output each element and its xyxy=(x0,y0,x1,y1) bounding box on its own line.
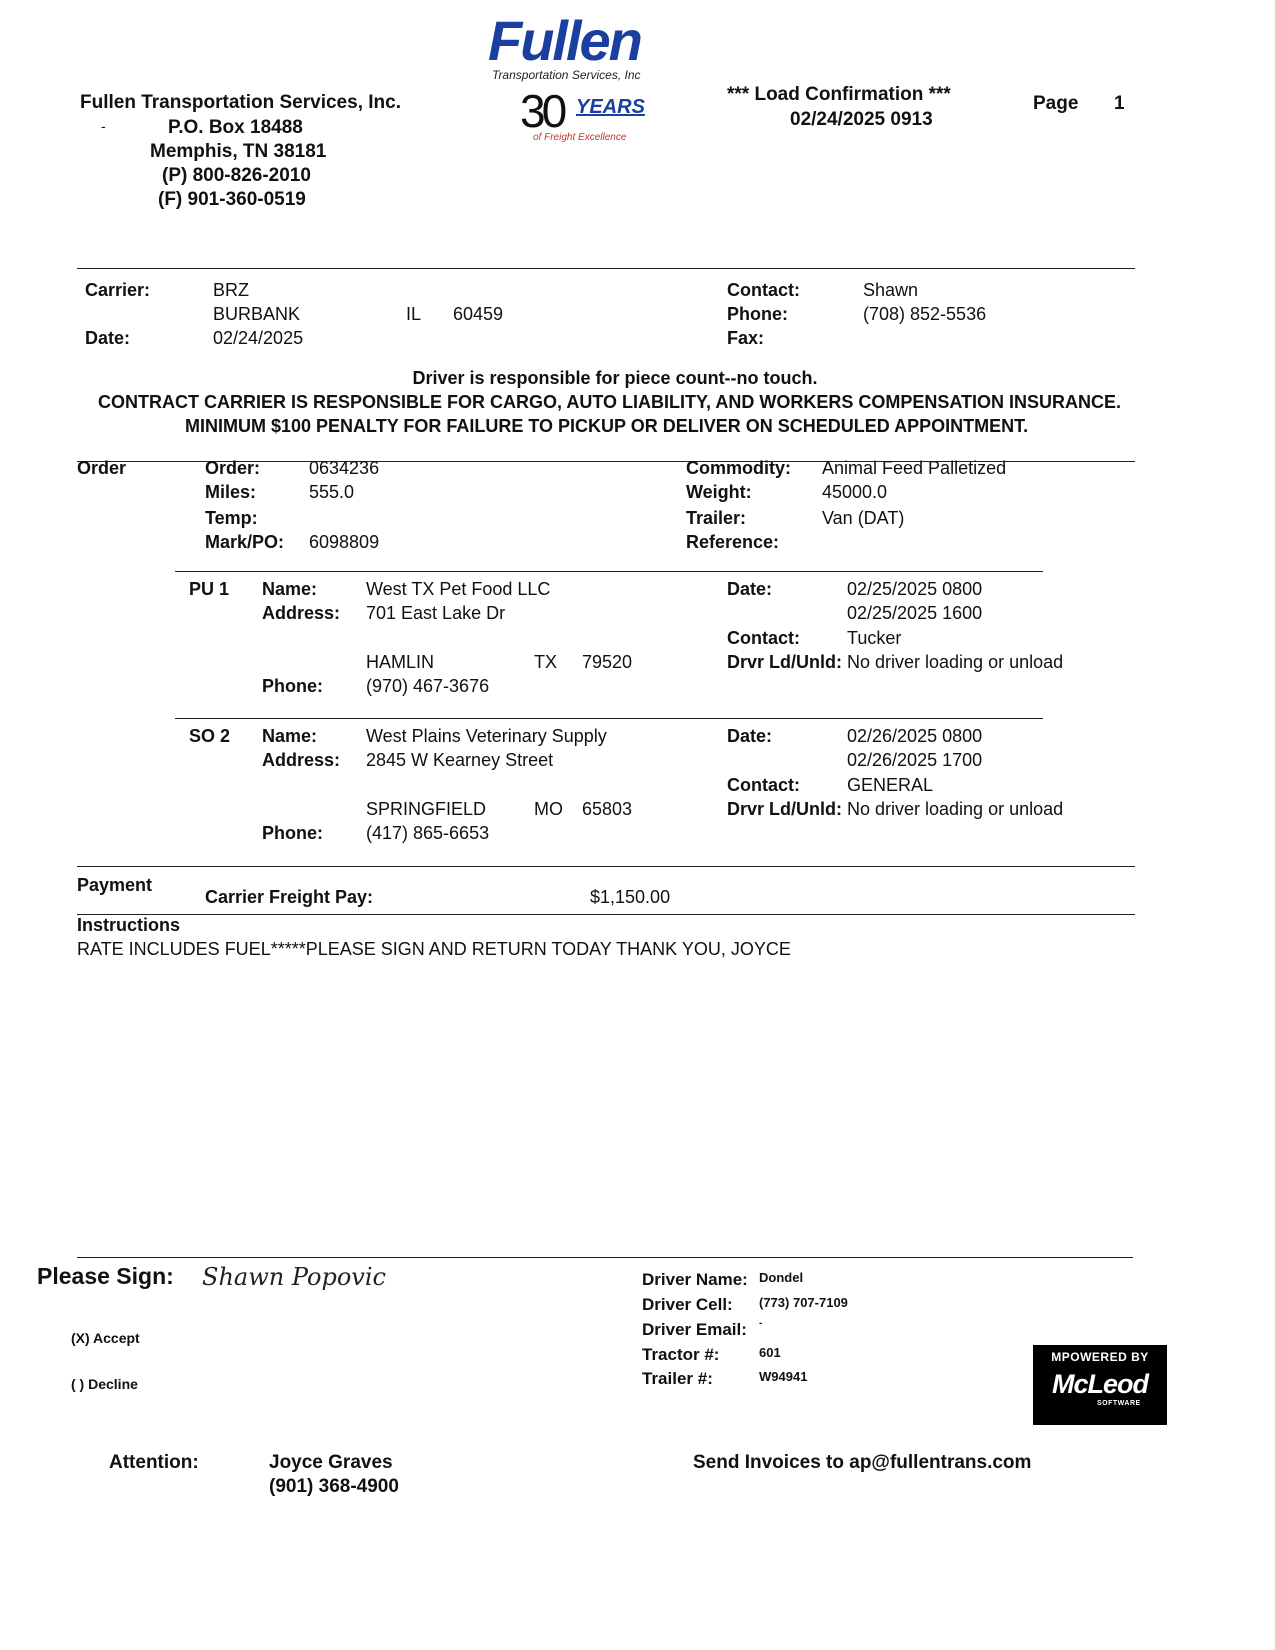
stop-city: SPRINGFIELD xyxy=(366,799,487,819)
stop-date-label: Date: xyxy=(727,579,773,599)
reference-label: Reference: xyxy=(686,532,780,552)
commodity-label: Commodity: xyxy=(686,458,791,478)
stop-code: PU 1 xyxy=(189,579,230,599)
carrier-pay-label: Carrier Freight Pay: xyxy=(205,887,374,907)
order-commodity: Animal Feed Palletized xyxy=(822,458,1007,478)
driver-cell: (773) 707-7109 xyxy=(759,1295,848,1310)
decline-option[interactable]: ( ) Decline xyxy=(71,1376,138,1392)
carrier-date: 02/24/2025 xyxy=(213,328,304,348)
stop-drvr-label: Drvr Ld/Unld: xyxy=(727,652,842,672)
logo-anniversary-number: 30 xyxy=(520,85,564,137)
stop-drvr: No driver loading or unload xyxy=(847,799,1064,819)
stop-city: HAMLIN xyxy=(366,652,435,672)
order-trailer: Van (DAT) xyxy=(822,508,905,528)
stop-contact-label: Contact: xyxy=(727,775,800,795)
stop-phone: (970) 467-3676 xyxy=(366,676,490,696)
fax-label: Fax: xyxy=(727,328,765,348)
stop-phone: (417) 865-6653 xyxy=(366,823,490,843)
phone-label: Phone: xyxy=(727,304,788,324)
stop-date-to: 02/25/2025 1600 xyxy=(847,603,983,623)
notice-piece-count: Driver is responsible for piece count--no touch. xyxy=(412,368,818,388)
mcleod-badge xyxy=(1033,1345,1167,1425)
please-sign-label: Please Sign: xyxy=(37,1263,174,1289)
logo-brand: Fullen xyxy=(488,9,641,72)
order-mark-po: 6098809 xyxy=(309,532,380,552)
doc-datetime: 02/24/2025 0913 xyxy=(790,109,933,130)
driver-name: Dondel xyxy=(759,1270,804,1285)
trailer-label: Trailer: xyxy=(686,508,747,528)
stop-address: 2845 W Kearney Street xyxy=(366,750,554,770)
stop-phone-label: Phone: xyxy=(262,823,323,843)
badge-powered-by: MPOWERED BY xyxy=(1051,1350,1149,1364)
mark-po-label: Mark/PO: xyxy=(205,532,285,552)
order-number: 0634236 xyxy=(309,458,380,478)
divider-signature xyxy=(77,1257,1133,1258)
trailer-number-label: Trailer #: xyxy=(642,1369,713,1388)
stop-contact: Tucker xyxy=(847,628,902,648)
stop-zip: 65803 xyxy=(582,799,633,819)
company-fax: (F) 901-360-0519 xyxy=(158,189,306,210)
divider-instructions xyxy=(77,914,1135,915)
logo-anniversary-word: YEARS xyxy=(576,96,645,118)
driver-name-label: Driver Name: xyxy=(642,1270,748,1289)
stop-date-from: 02/25/2025 0800 xyxy=(847,579,983,599)
doc-title: *** Load Confirmation *** xyxy=(727,84,951,105)
company-dash: - xyxy=(101,118,106,134)
stop-address: 701 East Lake Dr xyxy=(366,603,506,623)
carrier-state: IL xyxy=(406,304,422,324)
stop-state: TX xyxy=(534,652,558,672)
attention-name: Joyce Graves xyxy=(269,1452,393,1473)
stop-date-to: 02/26/2025 1700 xyxy=(847,750,983,770)
logo-slogan: of Freight Excellence xyxy=(533,132,627,143)
weight-label: Weight: xyxy=(686,482,752,502)
stop-zip: 79520 xyxy=(582,652,633,672)
carrier-zip: 60459 xyxy=(453,304,504,324)
divider-payment xyxy=(77,866,1135,867)
carrier-label: Carrier: xyxy=(85,280,151,300)
notice-insurance: CONTRACT CARRIER IS RESPONSIBLE FOR CARGO, AUTO LIABILITY, AND WORKERS COMPENSATION INSURANCE. xyxy=(98,392,1122,412)
stop-address-label: Address: xyxy=(262,603,341,623)
page-number: 1 xyxy=(1114,93,1125,114)
stop-name: West Plains Veterinary Supply xyxy=(366,726,607,746)
company-city: Memphis, TN 38181 xyxy=(150,141,327,162)
order-weight: 45000.0 xyxy=(822,482,888,502)
stop-drvr-label: Drvr Ld/Unld: xyxy=(727,799,842,819)
instructions-text: RATE INCLUDES FUEL*****PLEASE SIGN AND RETURN TODAY THANK YOU, JOYCE xyxy=(77,939,791,959)
contact-label: Contact: xyxy=(727,280,800,300)
fullen-logo xyxy=(480,8,690,150)
stop-phone-label: Phone: xyxy=(262,676,323,696)
temp-label: Temp: xyxy=(205,508,258,528)
stop-contact-label: Contact: xyxy=(727,628,800,648)
carrier-phone: (708) 852-5536 xyxy=(863,304,987,324)
company-po-box: P.O. Box 18488 xyxy=(168,117,303,138)
stop-name: West TX Pet Food LLC xyxy=(366,579,551,599)
tractor-label: Tractor #: xyxy=(642,1345,720,1364)
stop-address-label: Address: xyxy=(262,750,341,770)
attention-label: Attention: xyxy=(109,1452,199,1473)
stop-contact: GENERAL xyxy=(847,775,934,795)
contact-name: Shawn xyxy=(863,280,919,300)
driver-email-label: Driver Email: xyxy=(642,1320,747,1339)
order-section-label: Order xyxy=(77,458,127,478)
driver-cell-label: Driver Cell: xyxy=(642,1295,733,1314)
stop-name-label: Name: xyxy=(262,579,318,599)
carrier-pay-amount: $1,150.00 xyxy=(590,887,671,907)
carrier-city: BURBANK xyxy=(213,304,301,324)
payment-section-label: Payment xyxy=(77,875,153,895)
accept-option[interactable]: (X) Accept xyxy=(71,1330,140,1346)
stop-date-from: 02/26/2025 0800 xyxy=(847,726,983,746)
miles-label: Miles: xyxy=(205,482,257,502)
order-label: Order: xyxy=(205,458,261,478)
badge-sub: SOFTWARE xyxy=(1097,1400,1141,1407)
order-miles: 555.0 xyxy=(309,482,355,502)
carrier-name: BRZ xyxy=(213,280,249,300)
stop-drvr: No driver loading or unload xyxy=(847,652,1064,672)
divider-header xyxy=(77,268,1135,269)
stop-code: SO 2 xyxy=(189,726,231,746)
invoice-note: Send Invoices to ap@fullentrans.com xyxy=(693,1452,1032,1473)
driver-email: - xyxy=(759,1318,763,1329)
stop-date-label: Date: xyxy=(727,726,773,746)
carrier-date-label: Date: xyxy=(85,328,131,348)
logo-tagline: Transportation Services, Inc xyxy=(492,68,641,82)
notice-penalty: MINIMUM $100 PENALTY FOR FAILURE TO PICKUP OR DELIVER ON SCHEDULED APPOINTMENT. xyxy=(185,416,1029,436)
tractor-number: 601 xyxy=(759,1345,781,1360)
company-name: Fullen Transportation Services, Inc. xyxy=(80,92,401,113)
divider-stop-2 xyxy=(175,718,1043,719)
instructions-section-label: Instructions xyxy=(77,915,181,935)
attention-phone: (901) 368-4900 xyxy=(269,1476,399,1497)
divider-stop-1 xyxy=(175,571,1043,572)
company-phone: (P) 800-826-2010 xyxy=(162,165,311,186)
signature-name: Shawn Popovic xyxy=(202,1263,386,1291)
stop-name-label: Name: xyxy=(262,726,318,746)
trailer-number: W94941 xyxy=(759,1369,808,1384)
badge-brand: McLeod xyxy=(1051,1369,1148,1399)
stop-state: MO xyxy=(534,799,563,819)
page-label: Page xyxy=(1033,93,1079,114)
